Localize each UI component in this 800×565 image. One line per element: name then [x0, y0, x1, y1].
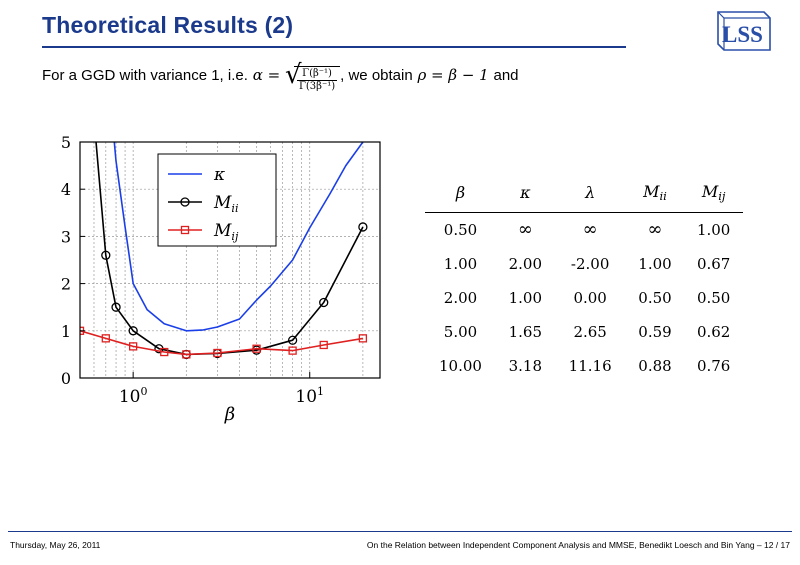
- svg-text:Mii: $M_{ii}$: [214, 193, 239, 215]
- svg-text:5: 5: [60, 133, 71, 152]
- intro-equals: =: [267, 66, 281, 84]
- table-cell: 2.65: [573, 322, 607, 341]
- column-header-beta: [425, 178, 496, 212]
- table-cell: -2.00: [570, 254, 610, 273]
- table-cell: 0.76: [696, 356, 731, 375]
- header-text-mii: ii: [659, 188, 667, 203]
- table-row: [425, 281, 743, 315]
- table-cell: 1.00: [508, 288, 543, 307]
- sqrt-expression: [285, 66, 340, 92]
- table-row: [425, 212, 743, 247]
- svg-text:2: 2: [60, 274, 71, 294]
- column-header-kappa: [496, 178, 555, 212]
- table-cell: 1.00: [443, 254, 478, 273]
- results-table: [425, 178, 765, 383]
- svg-text:3: 3: [60, 227, 71, 247]
- intro-text: [42, 66, 742, 92]
- footer-date: Thursday, May 26, 2011: [10, 540, 101, 550]
- svg-text:101: $10^1$: [295, 385, 325, 407]
- table-cell: 2.00: [443, 288, 478, 307]
- table-cell: 0.88: [638, 356, 672, 375]
- rho-expression: ρ = β − 1: [417, 66, 489, 84]
- table-cell: 0.62: [696, 322, 731, 341]
- footer-divider: [8, 531, 792, 532]
- table-row: [425, 349, 743, 383]
- theoretical-results-chart: [28, 128, 418, 428]
- table-cell: 10.00: [439, 356, 482, 375]
- column-header-mij: $M_{ij}$: [701, 182, 726, 203]
- svg-text:Mij: $M_{ij}$: [214, 221, 239, 243]
- intro-lead: For a GGD with variance 1, i.e.: [42, 67, 248, 84]
- table-cell: 1.65: [508, 322, 543, 341]
- table-cell: 0.50: [443, 220, 478, 239]
- header-text-mij: ij: [718, 188, 726, 203]
- svg-text:1: 1: [60, 321, 71, 341]
- header-text-beta: β: [455, 182, 466, 202]
- table-cell: 0.67: [696, 254, 731, 273]
- table-cell: ∞: [647, 218, 663, 240]
- table-cell: ∞: [582, 218, 598, 240]
- header-text-lambda: λ: [585, 182, 596, 202]
- table-header-row: [425, 178, 743, 212]
- table-cell: 0.00: [573, 288, 607, 307]
- table-cell: 1.00: [638, 254, 672, 273]
- alpha-symbol: α: [252, 66, 263, 84]
- table-cell: 0.50: [696, 288, 731, 307]
- table-cell: ∞: [517, 218, 533, 240]
- table-cell: 2.00: [508, 254, 543, 273]
- svg-text:κ: κ: [214, 165, 226, 185]
- svg-text:4: 4: [60, 180, 71, 200]
- svg-text:LSS: LSS: [722, 22, 763, 47]
- table-cell: 0.50: [638, 288, 672, 307]
- table-cell: 3.18: [508, 356, 543, 375]
- footer-citation: On the Relation between Independent Component Analysis and MMSE, Benedikt Loesch and Bin Yang – 12 / 17: [366, 540, 790, 550]
- fraction-denominator: Γ(3β⁻¹): [298, 80, 336, 92]
- table-cell: 1.00: [696, 220, 731, 239]
- intro-mid: , we obtain: [340, 67, 413, 84]
- svg-text:0: 0: [60, 369, 71, 388]
- title-divider: [42, 46, 626, 48]
- fraction-numerator: √ Γ(β⁻¹): [297, 68, 337, 81]
- column-header-mii: $M_{ii}$: [643, 182, 667, 203]
- header-text-kappa: κ: [520, 182, 531, 202]
- table-cell: 0.59: [638, 322, 672, 341]
- column-header-lambda: [555, 178, 626, 212]
- table-cell: 5.00: [443, 322, 478, 341]
- table-row: [425, 247, 743, 281]
- gamma-fraction: [297, 68, 337, 92]
- intro-tail: and: [493, 67, 519, 84]
- lss-logo: [716, 10, 772, 56]
- chart-xlabel: β: [224, 404, 236, 425]
- table-cell: 11.16: [568, 356, 612, 375]
- table-row: [425, 315, 743, 349]
- page-title: Theoretical Results (2): [42, 12, 294, 38]
- chart-legend: [158, 154, 276, 246]
- svg-text:100: $10^0$: [118, 385, 148, 407]
